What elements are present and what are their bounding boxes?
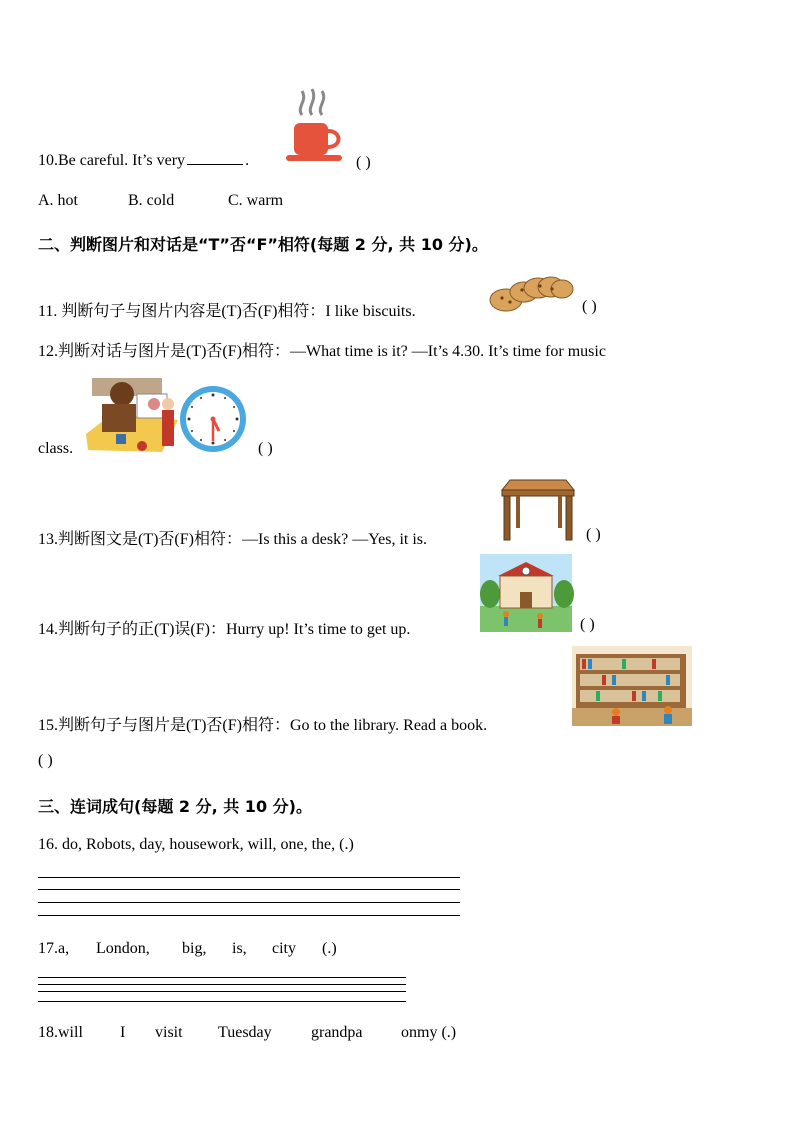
- q18-word: 18.will: [38, 1024, 83, 1041]
- q17-answer-line[interactable]: [38, 977, 406, 978]
- q18-word: visit: [155, 1024, 183, 1041]
- library-picture: [572, 646, 692, 726]
- desk-icon: [500, 476, 576, 542]
- q18-word: grandpa: [311, 1024, 363, 1041]
- q14-text: 14.判断句子的正(T)误(F)：Hurry up! It’s time to get up.: [38, 621, 411, 638]
- q10-answer-paren[interactable]: ( ): [356, 154, 371, 171]
- school-picture: [480, 554, 572, 632]
- q10-text: 10.Be careful. It’s very: [38, 152, 186, 169]
- q12-text: 12.判断对话与图片是(T)否(F)相符：—What time is it? —It’s 4.30. It’s time for music: [38, 343, 606, 360]
- q16-text: 16. do, Robots, day, housework, will, one, the, (.): [38, 836, 354, 853]
- q17-word: big,: [182, 940, 207, 957]
- q13-text: 13.判断图文是(T)否(F)相符：—Is this a desk? —Yes, it is.: [38, 531, 428, 548]
- q12-answer-paren[interactable]: ( ): [258, 440, 273, 457]
- biscuits-icon: [488, 270, 574, 316]
- q16-answer-line[interactable]: [38, 902, 460, 903]
- q17-answer-line[interactable]: [38, 984, 406, 985]
- q17-word: city: [272, 940, 296, 957]
- q17-answer-line[interactable]: [38, 1001, 406, 1002]
- q16-answer-line[interactable]: [38, 915, 460, 916]
- q15-answer-paren[interactable]: ( ): [38, 752, 53, 769]
- q17-word: 17.a,: [38, 940, 70, 957]
- q10-blank[interactable]: [187, 163, 243, 165]
- q13-answer-paren[interactable]: ( ): [586, 526, 601, 543]
- q17-answer-line[interactable]: [38, 991, 406, 992]
- q10-option-c: C. warm: [228, 192, 284, 209]
- q12-text-cont: class.: [38, 440, 74, 457]
- q11-text: 11. 判断句子与图片内容是(T)否(F)相符：I like biscuits.: [38, 303, 416, 320]
- q10-option-b: B. cold: [128, 192, 175, 209]
- music-class-picture: [82, 374, 182, 456]
- q10-option-a: A. hot: [38, 192, 78, 209]
- clock-icon: [178, 384, 248, 454]
- question-10: [38, 152, 249, 170]
- section-2-heading: 二、判断图片和对话是“T”否“F”相符(每题 2 分, 共 10 分)。: [38, 235, 488, 254]
- q16-answer-line[interactable]: [38, 877, 460, 878]
- q18-word: I: [120, 1024, 126, 1041]
- hot-cup-icon: [286, 85, 346, 165]
- q11-answer-paren[interactable]: ( ): [582, 298, 597, 315]
- q14-answer-paren[interactable]: ( ): [580, 616, 595, 633]
- q16-answer-line[interactable]: [38, 889, 460, 890]
- q18-word: Tuesday: [218, 1024, 272, 1041]
- q17-word: is,: [232, 940, 247, 957]
- q15-text: 15.判断句子与图片是(T)否(F)相符：Go to the library. Read a book.: [38, 717, 488, 734]
- q17-word: (.): [322, 940, 337, 957]
- section-3-heading: 三、连词成句(每题 2 分, 共 10 分)。: [38, 797, 312, 816]
- q18-word: onmy (.): [401, 1024, 457, 1041]
- q17-word: London,: [96, 940, 150, 957]
- q10-period: .: [245, 152, 250, 169]
